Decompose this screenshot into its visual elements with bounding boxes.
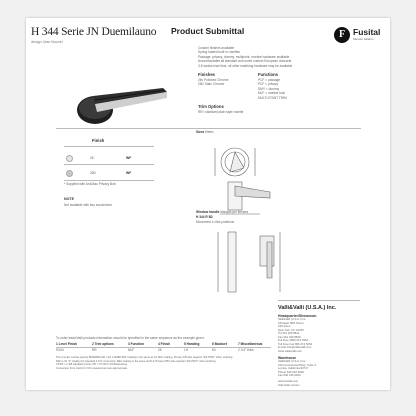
warehouse-address: Valli&Valli (U.S.A.) Inc. 219 Commercial Pkwy, Suite 4 Lomita, California 90717 Phone 646 216 6040 Fax 646 216 6044 [278, 359, 316, 377]
trim-options-list: RR= standard plain style rosette [198, 110, 244, 114]
finish-table-heading: Finish [92, 138, 105, 143]
company-name: Valli&Valli (U.S.A.) Inc. [278, 305, 337, 311]
trim-options-heading: Trim Options [198, 104, 224, 109]
finish-swatch-polished [66, 155, 73, 162]
window-handle-code: H 344 R B2 [196, 215, 213, 219]
technical-drawing-window-handle [210, 228, 330, 298]
divider [56, 128, 361, 129]
brand-logo [334, 26, 400, 46]
finish-swatch-satin [66, 170, 73, 177]
finish-value: INF [126, 171, 132, 175]
ordering-col: 2 Trim options [92, 342, 114, 346]
ordering-col: 1 Level Finish [56, 342, 78, 346]
designer-line: design Jean Nouvel [31, 40, 63, 44]
logo-name: Fusital [353, 27, 381, 37]
ordering-col: 5 Handing [184, 342, 200, 346]
ordering-col: 6 Backset [212, 342, 227, 346]
footer: www.fusital.com Submittal version [278, 379, 300, 387]
ordering-col: 4 Finish [158, 342, 171, 346]
note-text: Not available with key escutcheon [64, 203, 113, 207]
product-title: H 344 Serie JN Duemilauno [31, 26, 157, 38]
window-handle-label: Window handle Manglia per finestra [196, 210, 249, 214]
finish-value: INF [126, 156, 132, 160]
finishes-heading: Finishes [198, 72, 215, 77]
finish-code: 26 [90, 156, 94, 160]
ordering-intro: To order trade/Valli products information should be specified in the same sequence as the example given: [56, 336, 205, 340]
ordering-col: 7 Miscellaneous [238, 342, 263, 346]
window-handle-detail: Movement 4 click positions [196, 220, 235, 224]
hq-heading: Headquarter/Showroom [278, 314, 317, 318]
warehouse-heading: Warehouse [278, 356, 297, 360]
logo-tagline: Metodo Italiano [353, 37, 374, 41]
product-photo [55, 52, 175, 132]
ordering-col: 3 Function [128, 342, 145, 346]
technical-drawing-sizes [200, 138, 360, 218]
functions-list: PCF = passage PCF = privacy DMY = dummy MLF = mortise lock MULTI-POINT TRIM [258, 78, 287, 100]
description-list: Custom finishes available Spring loaded built in rosettes Passage, privacy, dummy, multipoint, mortise hardware available Accommodates all standard and some custom European doorsets 3-5 weeks lead time, all other matching hardware may be available [198, 46, 293, 68]
hq-address: Valli&Valli (U.S.A.) Inc. 150 East 58th Street 24th Floor New York, NY 10155 Tel 212 326 8811 Fax 212 326 8816 Toll Free 1800 213 5454 Toll Free Fax 866 213 5454 E-mail info@vallievalli.com www.vallievalli.com [278, 317, 313, 353]
sizes-label: Sizes Metric [196, 130, 214, 134]
ordering-notes: The 4 small, mortise specify 8MAR800-AR, mini 1 AMBA PAF rotating is the same as for MLF rotating. Privacy PR also requires "EX-PRIV" when ordering. PAF is 32 "F" rotating for standard 2 1/4" cross bore; DEA rotating is the same as PLF. Privacy PRV also requires "EX-PRIV" when ordering. If PDF = 2 3/8 standard (most); PR = 70 OR 2 3/4 Backset/ing. Conversion from metric for US measurement are approximate. [56, 356, 234, 370]
finish-footnote: * Supplied with Anti-Bac Privacy Bolt [64, 182, 116, 186]
logo-mark-icon: F [334, 27, 350, 43]
finish-code: 26D [90, 171, 96, 175]
finishes-list: 26v Polished Chrome 26D Satin Chrome [198, 78, 229, 87]
functions-heading: Functions [258, 72, 279, 77]
document-type: Product Submittal [171, 26, 245, 36]
note-heading: NOTE [64, 197, 74, 201]
